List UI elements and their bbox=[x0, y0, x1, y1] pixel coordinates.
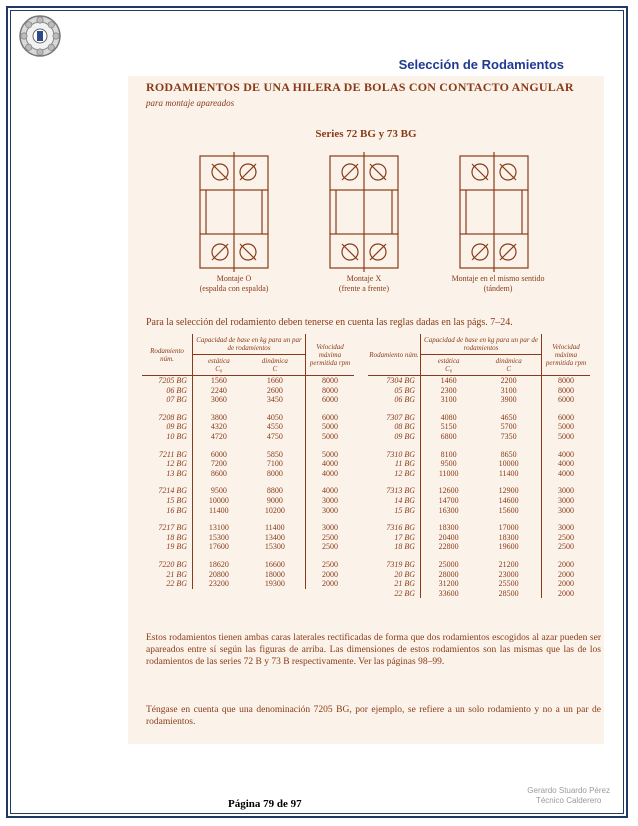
table-73-body bbox=[368, 376, 590, 599]
dynamic-capacity: 4650 bbox=[500, 412, 517, 422]
bearing-ref: 7304 BG bbox=[386, 376, 415, 385]
static-capacity: 6000 bbox=[193, 450, 245, 460]
series-title: Series 72 BG y 73 BG bbox=[315, 128, 417, 140]
static-capacity: 11000 bbox=[421, 469, 477, 479]
table-row bbox=[368, 506, 590, 516]
catalog-heading: RODAMIENTOS DE UNA HILERA DE BOLAS CON CONTACTO ANGULAR bbox=[146, 80, 574, 94]
max-speed: 3000 bbox=[542, 506, 591, 516]
bearing-ref: 11 BG bbox=[394, 459, 415, 469]
table-row bbox=[368, 459, 590, 469]
max-speed: 8000 bbox=[542, 386, 591, 396]
table-row bbox=[368, 496, 590, 506]
dynamic-capacity: 18300 bbox=[498, 532, 519, 542]
dynamic-capacity: 18000 bbox=[264, 569, 285, 579]
dynamic-capacity: 10000 bbox=[498, 459, 519, 469]
table-row bbox=[368, 422, 590, 432]
bearing-ref: 06 BG bbox=[166, 385, 187, 395]
max-speed: 2000 bbox=[306, 570, 355, 580]
table-row bbox=[142, 523, 354, 533]
dynamic-capacity: 17000 bbox=[498, 523, 519, 533]
bearing-logo-icon bbox=[18, 14, 62, 58]
max-speed: 3000 bbox=[542, 523, 591, 533]
table-row bbox=[368, 386, 590, 396]
bearing-ref: 20 BG bbox=[394, 569, 415, 579]
max-speed: 3000 bbox=[306, 523, 355, 533]
dynamic-capacity: 3100 bbox=[500, 385, 517, 395]
table-group-gap bbox=[142, 442, 354, 450]
table-row bbox=[368, 560, 590, 570]
table-row bbox=[142, 542, 354, 552]
max-speed: 4000 bbox=[542, 450, 591, 460]
table-row bbox=[368, 469, 590, 479]
bearing-ref: 15 BG bbox=[394, 505, 415, 515]
bearing-ref: 08 BG bbox=[394, 422, 415, 432]
bearing-ref: 7220 BG bbox=[158, 559, 187, 569]
bearing-ref: 05 BG bbox=[394, 385, 415, 395]
max-speed: 3000 bbox=[542, 496, 591, 506]
dynamic-capacity: 1660 bbox=[266, 376, 283, 385]
table-row bbox=[368, 589, 590, 599]
max-speed: 8000 bbox=[306, 386, 355, 396]
max-speed: 5000 bbox=[306, 450, 355, 460]
max-speed: 2500 bbox=[542, 533, 591, 543]
bearing-ref: 18 BG bbox=[166, 532, 187, 542]
max-speed: 2500 bbox=[306, 542, 355, 552]
table-row bbox=[368, 542, 590, 552]
bearing-ref: 19 BG bbox=[166, 542, 187, 552]
table-group-gap bbox=[142, 515, 354, 523]
static-capacity: 6800 bbox=[421, 432, 477, 442]
max-speed: 6000 bbox=[306, 413, 355, 423]
max-speed: 2500 bbox=[542, 542, 591, 552]
max-speed: 2000 bbox=[306, 579, 355, 589]
max-speed: 2500 bbox=[306, 560, 355, 570]
bearing-diagram-o bbox=[196, 152, 272, 272]
bearing-ref: 14 BG bbox=[394, 495, 415, 505]
bearing-ref: 09 BG bbox=[394, 431, 415, 441]
static-capacity: 28000 bbox=[421, 570, 477, 580]
table-group-gap bbox=[368, 478, 590, 486]
table-group-gap bbox=[368, 442, 590, 450]
table-row bbox=[142, 386, 354, 396]
bearing-ref: 7208 BG bbox=[158, 412, 187, 422]
caption-montaje-x: Montaje X (frente a frente) bbox=[338, 274, 390, 293]
dynamic-capacity: 5700 bbox=[500, 422, 517, 432]
bearing-diagram-x bbox=[326, 152, 402, 272]
bearing-ref: 22 BG bbox=[394, 588, 415, 598]
table-row bbox=[368, 486, 590, 496]
caption-montaje-tandem: Montaje en el mismo sentido (tándem) bbox=[451, 274, 545, 293]
static-capacity: 5150 bbox=[421, 422, 477, 432]
table-group-gap bbox=[142, 478, 354, 486]
max-speed: 2500 bbox=[306, 533, 355, 543]
page-number: Página 79 de 97 bbox=[228, 798, 302, 810]
static-capacity: 20400 bbox=[421, 533, 477, 543]
max-speed: 2000 bbox=[542, 589, 591, 599]
bearing-ref: 7316 BG bbox=[386, 523, 415, 533]
max-speed: 8000 bbox=[306, 376, 355, 386]
max-speed: 4000 bbox=[306, 459, 355, 469]
bearing-ref: 22 BG bbox=[166, 579, 187, 589]
bearing-ref: 10 BG bbox=[166, 431, 187, 441]
static-capacity: 11400 bbox=[193, 506, 245, 516]
static-capacity: 9500 bbox=[193, 486, 245, 496]
static-capacity: 25000 bbox=[421, 560, 477, 570]
bearing-ref: 12 BG bbox=[166, 459, 187, 469]
static-capacity: 18300 bbox=[421, 523, 477, 533]
static-capacity: 14700 bbox=[421, 496, 477, 506]
static-capacity: 3060 bbox=[193, 395, 245, 405]
static-capacity: 22800 bbox=[421, 542, 477, 552]
dynamic-capacity: 12900 bbox=[498, 486, 519, 496]
static-capacity: 31200 bbox=[421, 579, 477, 589]
max-speed: 2000 bbox=[542, 570, 591, 580]
bearing-ref: 7313 BG bbox=[386, 486, 415, 496]
dynamic-capacity: 15600 bbox=[498, 505, 519, 515]
dynamic-capacity: 11400 bbox=[498, 468, 519, 478]
dynamic-capacity: 28500 bbox=[498, 588, 519, 598]
bearing-ref: 7307 BG bbox=[386, 412, 415, 422]
page-header-title: Selección de Rodamientos bbox=[398, 57, 564, 72]
table-group-gap bbox=[368, 515, 590, 523]
static-capacity: 33600 bbox=[421, 589, 477, 599]
static-capacity: 8100 bbox=[421, 450, 477, 460]
table-row bbox=[142, 496, 354, 506]
table-series-73: Rodamiento núm. Capacidad de base en kg para un par de rodamientos Velocidad máxima permitida rpm estática C₀ dinámica C 7304 BG 1460 2200 8000 05 BG 2300 3100 8000 06 BG 3100 3900 6000 7307 BG 4080 4650 6000 08 BG 5150 5700 5000 09 BG 6800 7350 5000 7310 BG 8100 8650 4000 11 BG 9500 10000 4000 12 BG 11000 11400 4000 7313 BG 12600 12900 3000 14 BG 14700 14600 3000 15 BG 16300 15600 3000 7316 BG 18300 17000 3000 17 BG 20400 18300 2500 18 BG 22800 19600 2500 7319 BG 25000 21200 2000 20 BG 28000 23000 2000 21 BG 31200 25500 2000 22 BG 33600 28500 2000 bbox=[368, 334, 590, 598]
table-row bbox=[142, 469, 354, 479]
paragraph-notes: Estos rodamientos tienen ambas caras laterales rectificadas de forma que dos rodamientos escogidos al azar pueden ser apareados entre sí según las figuras de arriba. Las dimensiones de estos rodamientos son las mismas que las de los rodamientos de las series 72 B y 73 B respectivamente. Ver las páginas 98–99. bbox=[146, 633, 601, 667]
dynamic-capacity: 9000 bbox=[266, 495, 283, 505]
static-capacity: 1560 bbox=[193, 376, 245, 386]
dynamic-capacity: 19600 bbox=[498, 542, 519, 552]
table-group-gap bbox=[142, 405, 354, 413]
max-speed: 3000 bbox=[542, 486, 591, 496]
dynamic-capacity: 4550 bbox=[266, 422, 283, 432]
static-capacity: 9500 bbox=[421, 459, 477, 469]
static-capacity: 2300 bbox=[421, 386, 477, 396]
table-row bbox=[142, 376, 354, 386]
table-row bbox=[142, 395, 354, 405]
bearing-ref: 21 BG bbox=[394, 579, 415, 589]
selection-rule-text: Para la selección del rodamiento deben tenerse en cuenta las reglas dadas en las págs. 7–24. bbox=[146, 317, 513, 328]
max-speed: 4000 bbox=[542, 459, 591, 469]
bearing-ref: 7319 BG bbox=[386, 559, 415, 569]
max-speed: 3000 bbox=[306, 506, 355, 516]
static-capacity: 2240 bbox=[193, 386, 245, 396]
bearing-ref: 7217 BG bbox=[158, 523, 187, 533]
paragraph-denomination: Téngase en cuenta que una denominación 7205 BG, por ejemplo, se refiere a un solo rodamiento y no a un par de rodamientos. bbox=[146, 705, 601, 727]
max-speed: 5000 bbox=[542, 422, 591, 432]
max-speed: 5000 bbox=[542, 432, 591, 442]
dynamic-capacity: 13400 bbox=[264, 532, 285, 542]
dynamic-capacity: 2600 bbox=[266, 385, 283, 395]
table-row bbox=[368, 570, 590, 580]
table-row bbox=[142, 506, 354, 516]
bearing-ref: 13 BG bbox=[166, 468, 187, 478]
static-capacity: 16300 bbox=[421, 506, 477, 516]
bearing-ref: 7211 BG bbox=[158, 449, 187, 459]
bearing-ref: 18 BG bbox=[394, 542, 415, 552]
static-capacity: 20800 bbox=[193, 570, 245, 580]
dynamic-capacity: 21200 bbox=[498, 559, 519, 569]
catalog-subheading: para montaje apareados bbox=[146, 98, 235, 108]
static-capacity: 4320 bbox=[193, 422, 245, 432]
table-row bbox=[142, 432, 354, 442]
dynamic-capacity: 7350 bbox=[500, 431, 517, 441]
max-speed: 6000 bbox=[306, 395, 355, 405]
static-capacity: 1460 bbox=[421, 376, 477, 386]
dynamic-capacity: 7100 bbox=[266, 459, 283, 469]
static-capacity: 10000 bbox=[193, 496, 245, 506]
static-capacity: 4080 bbox=[421, 413, 477, 423]
dynamic-capacity: 8000 bbox=[266, 468, 283, 478]
max-speed: 6000 bbox=[542, 395, 591, 405]
dynamic-capacity: 25500 bbox=[498, 579, 519, 589]
max-speed: 5000 bbox=[306, 432, 355, 442]
dynamic-capacity: 10200 bbox=[264, 505, 285, 515]
table-row bbox=[368, 523, 590, 533]
table-row bbox=[368, 533, 590, 543]
max-speed: 8000 bbox=[542, 376, 591, 386]
bearing-ref: 07 BG bbox=[166, 395, 187, 405]
max-speed: 6000 bbox=[542, 413, 591, 423]
bearing-diagram-tandem bbox=[456, 152, 532, 272]
dynamic-capacity: 3450 bbox=[266, 395, 283, 405]
author-signature: Gerardo Stuardo Pérez Técnico Calderero bbox=[527, 786, 610, 805]
bearing-ref: 12 BG bbox=[394, 468, 415, 478]
bearing-ref: 7310 BG bbox=[386, 449, 415, 459]
static-capacity: 4720 bbox=[193, 432, 245, 442]
table-row bbox=[368, 579, 590, 589]
max-speed: 4000 bbox=[306, 469, 355, 479]
bearing-ref: 09 BG bbox=[166, 422, 187, 432]
static-capacity: 3800 bbox=[193, 413, 245, 423]
table-row bbox=[368, 413, 590, 423]
table-series-72: Rodamiento núm. Capacidad de base en kg para un par de rodamientos Velocidad máxima permitida rpm estática C₀ dinámica C 7205 BG 1560 1660 8000 06 BG 2240 2600 8000 07 BG 3060 3450 6000 7208 BG 3800 4050 6000 09 BG 4320 4550 5000 10 BG 4720 4750 5000 7211 BG 6000 5850 5000 12 BG 7200 7100 4000 13 BG 8600 8000 4000 7214 BG 9500 8800 4000 15 BG 10000 9000 3000 16 BG 11400 10200 3000 7217 BG 13100 11400 3000 18 BG 15300 13400 2500 19 BG 17600 15300 2500 7220 BG 18620 16600 2500 21 BG 20800 18000 2000 22 BG 23200 19300 2000 bbox=[142, 334, 354, 589]
table-row bbox=[142, 422, 354, 432]
bearing-ref: 06 BG bbox=[394, 395, 415, 405]
dynamic-capacity: 19300 bbox=[264, 579, 285, 589]
static-capacity: 18620 bbox=[193, 560, 245, 570]
bearing-ref: 7205 BG bbox=[158, 376, 187, 385]
bearing-ref: 15 BG bbox=[166, 495, 187, 505]
bearing-ref: 17 BG bbox=[394, 532, 415, 542]
table-row bbox=[142, 413, 354, 423]
max-speed: 3000 bbox=[306, 496, 355, 506]
dynamic-capacity: 11400 bbox=[264, 523, 285, 533]
dynamic-capacity: 15300 bbox=[264, 542, 285, 552]
max-speed: 2000 bbox=[542, 579, 591, 589]
table-row bbox=[142, 579, 354, 589]
table-group-gap bbox=[368, 405, 590, 413]
table-row bbox=[368, 395, 590, 405]
static-capacity: 13100 bbox=[193, 523, 245, 533]
table-row bbox=[142, 486, 354, 496]
table-row bbox=[142, 570, 354, 580]
dynamic-capacity: 8650 bbox=[500, 449, 517, 459]
table-72-body bbox=[142, 376, 354, 589]
static-capacity: 23200 bbox=[193, 579, 245, 589]
dynamic-capacity: 8800 bbox=[266, 486, 283, 496]
caption-montaje-o: Montaje O (espalda con espalda) bbox=[199, 274, 269, 293]
table-row bbox=[368, 450, 590, 460]
table-group-gap bbox=[368, 552, 590, 560]
dynamic-capacity: 4050 bbox=[266, 412, 283, 422]
dynamic-capacity: 5850 bbox=[266, 449, 283, 459]
static-capacity: 15300 bbox=[193, 533, 245, 543]
static-capacity: 8600 bbox=[193, 469, 245, 479]
table-group-gap bbox=[142, 552, 354, 560]
scanned-catalog-page bbox=[128, 76, 604, 744]
table-row bbox=[142, 459, 354, 469]
dynamic-capacity: 3900 bbox=[500, 395, 517, 405]
table-row bbox=[368, 432, 590, 442]
dynamic-capacity: 4750 bbox=[266, 431, 283, 441]
max-speed: 2000 bbox=[542, 560, 591, 570]
max-speed: 4000 bbox=[542, 469, 591, 479]
dynamic-capacity: 2200 bbox=[500, 376, 517, 385]
static-capacity: 3100 bbox=[421, 395, 477, 405]
static-capacity: 17600 bbox=[193, 542, 245, 552]
dynamic-capacity: 16600 bbox=[264, 559, 285, 569]
static-capacity: 12600 bbox=[421, 486, 477, 496]
bearing-ref: 16 BG bbox=[166, 505, 187, 515]
static-capacity: 7200 bbox=[193, 459, 245, 469]
dynamic-capacity: 23000 bbox=[498, 569, 519, 579]
table-row bbox=[142, 533, 354, 543]
table-row bbox=[142, 450, 354, 460]
dynamic-capacity: 14600 bbox=[498, 495, 519, 505]
max-speed: 5000 bbox=[306, 422, 355, 432]
table-row bbox=[142, 560, 354, 570]
table-row bbox=[368, 376, 590, 386]
max-speed: 4000 bbox=[306, 486, 355, 496]
bearing-ref: 21 BG bbox=[166, 569, 187, 579]
bearing-ref: 7214 BG bbox=[158, 486, 187, 496]
